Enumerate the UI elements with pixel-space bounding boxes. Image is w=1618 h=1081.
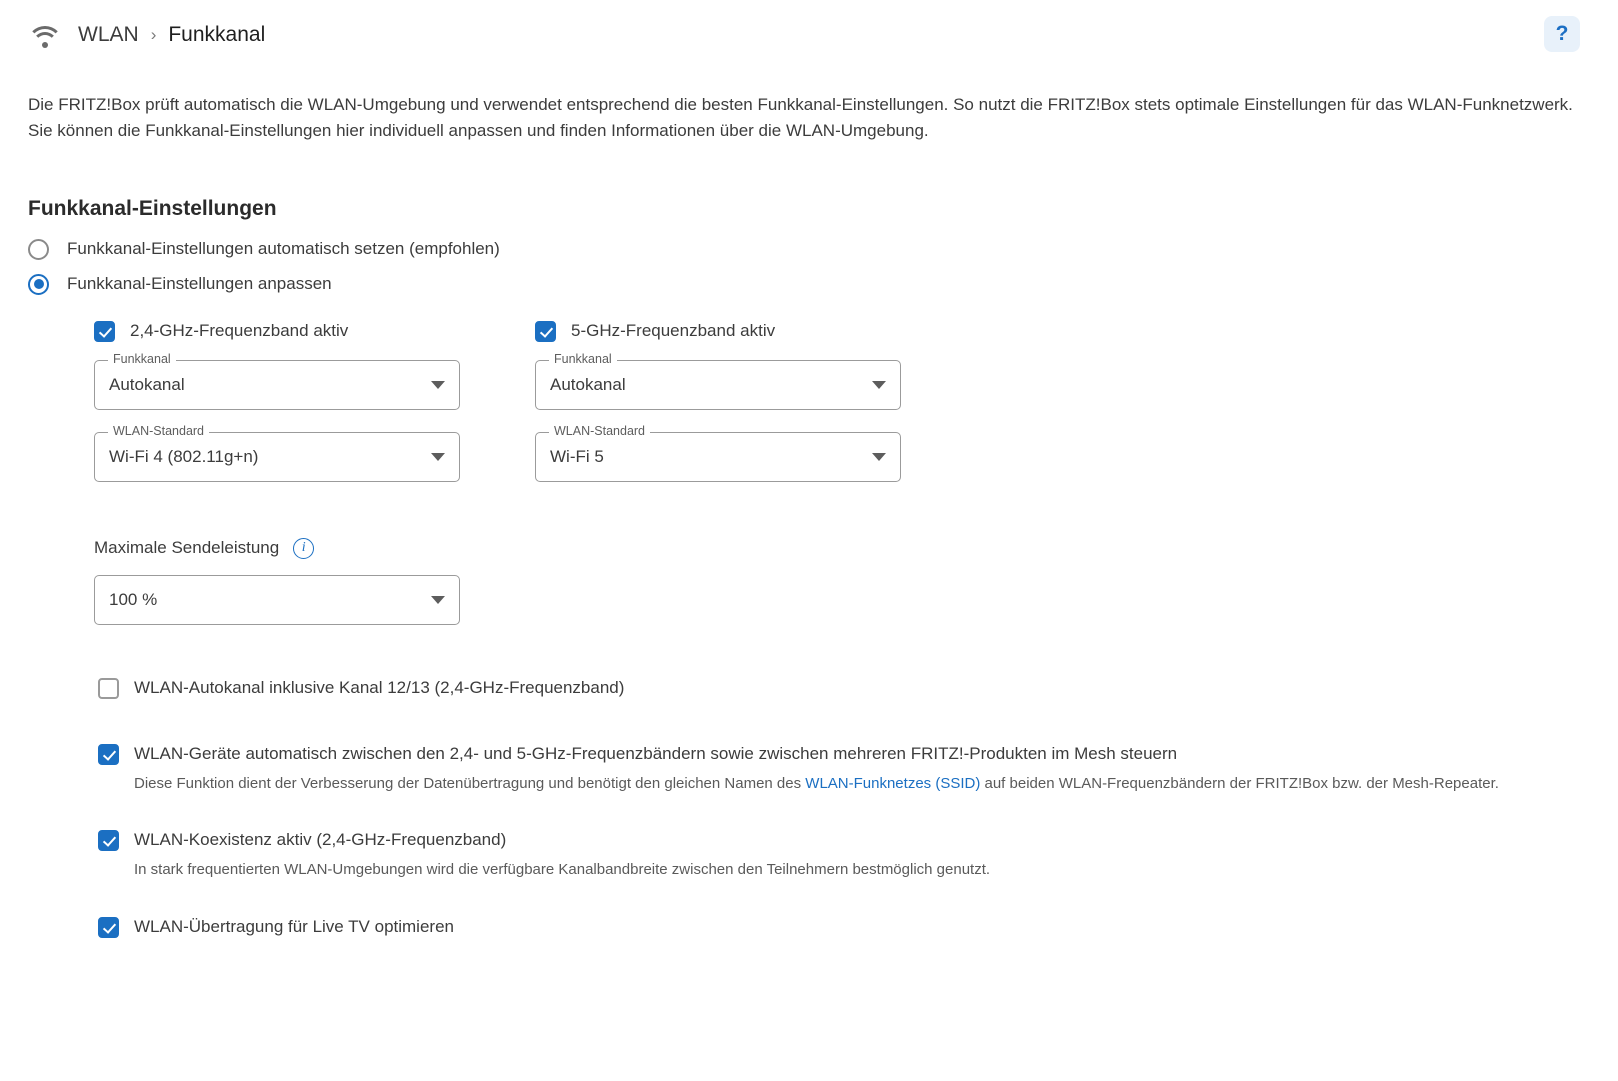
checkbox-autokanal-12-13-label: WLAN-Autokanal inklusive Kanal 12/13 (2,4-GHz-Frequenzband) [134, 677, 625, 697]
radio-custom-indicator[interactable] [28, 274, 49, 295]
chevron-down-icon[interactable] [431, 596, 445, 604]
radio-custom-label: Funkkanal-Einstellungen anpassen [67, 274, 332, 294]
select-channel-5ghz-value: Autokanal [550, 374, 626, 394]
select-max-transmit-power-value: 100 % [109, 589, 158, 609]
radio-auto-indicator[interactable] [28, 239, 49, 260]
field-max-transmit-power [94, 575, 460, 625]
field-standard-5ghz [535, 423, 901, 482]
select-max-transmit-power[interactable] [94, 575, 460, 625]
page-title: Funkkanal-Einstellungen [28, 196, 277, 220]
select-channel-5ghz[interactable] [535, 360, 901, 410]
field-channel-2ghz [94, 351, 460, 410]
frequency-bands [94, 321, 1590, 504]
checkbox-band-5ghz-label: 5-GHz-Frequenzband aktiv [571, 321, 776, 341]
help-button[interactable]: ? [1544, 16, 1580, 52]
page-header [28, 0, 1590, 70]
checkbox-band-steering-label: WLAN-Geräte automatisch zwischen den 2,4- und 5-GHz-Frequenzbändern sowie zwischen mehreren FRITZ!-Produkten im Mesh steuern [134, 743, 1178, 763]
field-standard-2ghz-legend: WLAN-Standard [108, 424, 209, 438]
chevron-down-icon[interactable] [872, 453, 886, 461]
field-channel-5ghz [535, 351, 901, 410]
select-standard-5ghz-value: Wi-Fi 5 [550, 446, 604, 466]
chevron-down-icon[interactable] [872, 381, 886, 389]
band-steering-description-part2: auf beiden WLAN-Frequenzbändern der FRITZ!Box bzw. der Mesh-Repeater. [980, 774, 1499, 792]
select-standard-2ghz[interactable] [94, 432, 460, 482]
radio-custom-settings[interactable] [28, 274, 1590, 295]
checkbox-autokanal-12-13[interactable] [98, 677, 1590, 699]
checkbox-band-steering-box[interactable] [98, 744, 119, 765]
checkbox-band-2ghz[interactable] [94, 321, 498, 342]
band-5ghz [535, 321, 939, 504]
checkbox-wlan-koexistenz-label: WLAN-Koexistenz aktiv (2,4-GHz-Frequenzband) [134, 830, 507, 850]
checkbox-live-tv-label: WLAN-Übertragung für Live TV optimieren [134, 916, 454, 936]
wlan-koexistenz-description: In stark frequentierten WLAN-Umgebungen wird die verfügbare Kanalbandbreite zwischen den Teilnehmern bestmöglich genutzt. [134, 861, 991, 879]
chevron-right-icon: › [150, 25, 157, 44]
breadcrumb-item-funkkanal: Funkkanal [168, 23, 266, 46]
field-channel-2ghz-legend: Funkkanal [108, 352, 176, 366]
chevron-down-icon[interactable] [431, 453, 445, 461]
option-list [98, 677, 1590, 938]
checkbox-wlan-koexistenz-box[interactable] [98, 830, 119, 851]
field-channel-5ghz-legend: Funkkanal [549, 352, 617, 366]
info-icon[interactable]: i [293, 538, 314, 559]
intro-text: Die FRITZ!Box prüft automatisch die WLAN-Umgebung und verwendet entsprechend die besten Funkkanal-Einstellungen. So nutzt die FRITZ!Box stets optimale Einstellungen für das WLAN-Funknetzwerk. Sie können die Funkkanal-Einstellungen hier individuell anpassen und finden Informationen über die WLAN-Umgebung. [28, 95, 1573, 141]
band-steering-description-part1: Diese Funktion dient der Verbesserung der Datenübertragung und benötigt den gleichen Namen des [134, 774, 806, 792]
checkbox-live-tv[interactable] [98, 916, 1590, 938]
select-standard-2ghz-value: Wi-Fi 4 (802.11g+n) [109, 446, 259, 466]
breadcrumb-item-wlan[interactable]: WLAN [78, 23, 139, 46]
ssid-link[interactable]: WLAN-Funknetzes (SSID) [805, 774, 981, 792]
field-standard-5ghz-legend: WLAN-Standard [549, 424, 650, 438]
radio-auto-label: Funkkanal-Einstellungen automatisch setzen (empfohlen) [67, 239, 500, 259]
chevron-down-icon[interactable] [431, 381, 445, 389]
field-standard-2ghz [94, 423, 460, 482]
checkbox-band-2ghz-box[interactable] [94, 321, 115, 342]
select-channel-2ghz[interactable] [94, 360, 460, 410]
checkbox-band-5ghz-box[interactable] [535, 321, 556, 342]
breadcrumb [78, 23, 265, 47]
max-transmit-power-label-row [94, 538, 1590, 559]
radio-auto-settings[interactable] [28, 239, 1590, 260]
checkbox-live-tv-box[interactable] [98, 917, 119, 938]
select-standard-5ghz[interactable] [535, 432, 901, 482]
max-transmit-power [94, 538, 1590, 625]
checkbox-band-5ghz[interactable] [535, 321, 939, 342]
wifi-icon [28, 22, 62, 48]
band-steering-description [134, 773, 1590, 796]
checkbox-band-steering[interactable] [98, 743, 1590, 765]
band-2ghz [94, 321, 498, 504]
checkbox-autokanal-12-13-box[interactable] [98, 678, 119, 699]
checkbox-wlan-koexistenz[interactable] [98, 829, 1590, 851]
select-channel-2ghz-value: Autokanal [109, 374, 185, 394]
max-transmit-power-label: Maximale Sendeleistung [94, 538, 280, 558]
checkbox-band-2ghz-label: 2,4-GHz-Frequenzband aktiv [130, 321, 349, 341]
